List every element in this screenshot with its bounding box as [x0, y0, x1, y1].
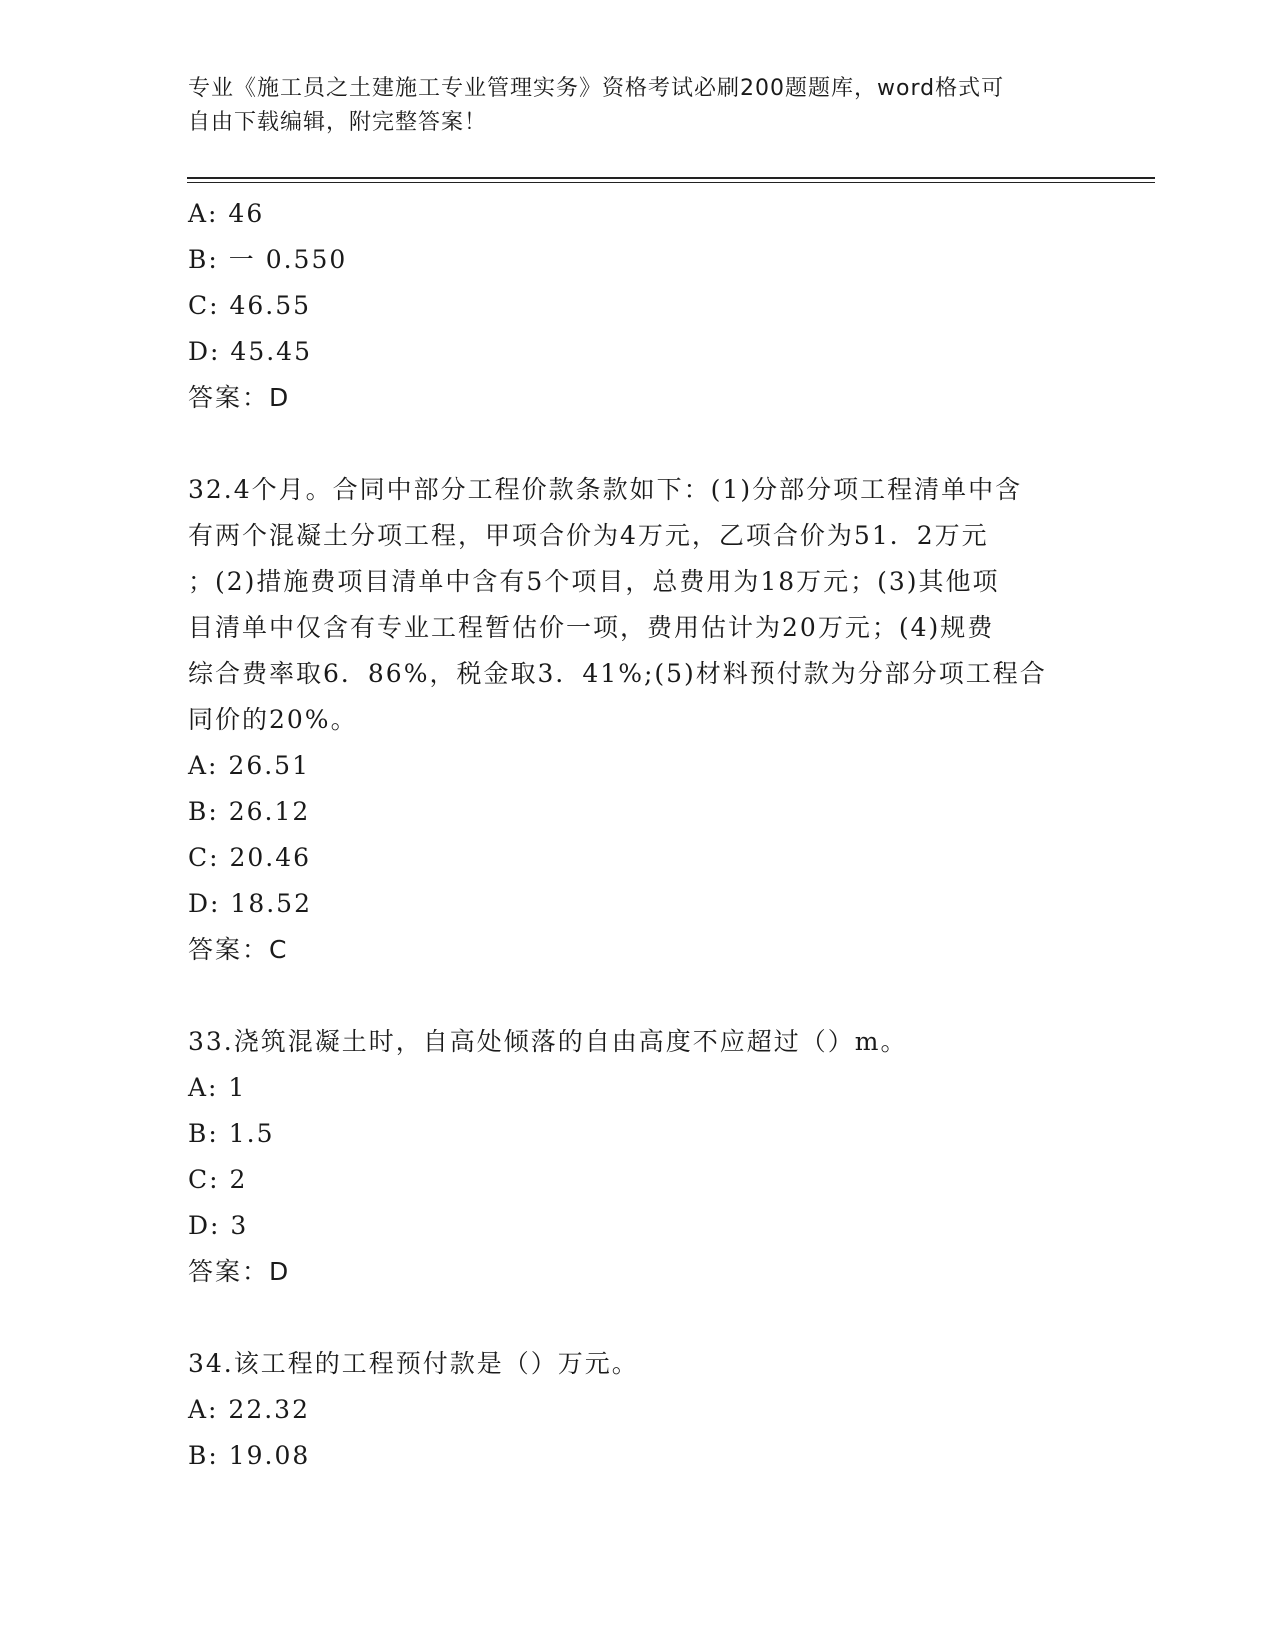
option-d: D: 3 [188, 1211, 249, 1240]
option-a: A: 46 [188, 199, 265, 228]
option-d: D: 18.52 [188, 889, 312, 918]
question-32-text-line-5: 综合费率取6．86%，税金取3．41%;(5)材料预付款为分部分项工程合 [188, 659, 1047, 688]
option-d: D: 45.45 [188, 337, 312, 366]
question-34 [188, 1341, 1088, 1479]
question-33 [188, 1019, 1088, 1295]
option-b: B: 一 0.550 [188, 245, 348, 274]
answer-line: 答案：C [188, 935, 289, 964]
answer-line: 答案：D [188, 383, 291, 412]
option-c: C: 2 [188, 1165, 248, 1194]
option-c: C: 46.55 [188, 291, 312, 320]
option-a: A: 1 [188, 1073, 247, 1102]
question-32-text-line-3: ；(2)措施费项目清单中含有5个项目，总费用为18万元；(3)其他项 [188, 567, 1000, 596]
document-header [188, 72, 1088, 140]
question-32 [188, 467, 1088, 973]
question-list [188, 191, 1088, 1479]
question-32-text-line-2: 有两个混凝土分项工程，甲项合价为4万元，乙项合价为51．2万元 [188, 521, 989, 550]
option-a: A: 22.32 [188, 1395, 310, 1424]
option-b: B: 26.12 [188, 797, 311, 826]
header-line-1: 专业《施工员之土建施工专业管理实务》资格考试必刷200题题库，word格式可 [188, 76, 1005, 101]
header-line-2: 自由下载编辑，附完整答案！ [188, 110, 488, 135]
previous-question-block [188, 191, 1088, 421]
question-33-text: 33.浇筑混凝土时，自高处倾落的自由高度不应超过（）m。 [188, 1027, 908, 1056]
question-32-text-line-1: 32.4个月。合同中部分工程价款条款如下：(1)分部分项工程清单中含 [188, 475, 1023, 504]
question-32-text-line-4: 目清单中仅含有专业工程暂估价一项，费用估计为20万元；(4)规费 [188, 613, 995, 642]
question-34-text: 34.该工程的工程预付款是（）万元。 [188, 1349, 639, 1378]
option-b: B: 1.5 [188, 1119, 275, 1148]
question-32-text-line-6: 同价的20%。 [188, 705, 358, 734]
option-b: B: 19.08 [188, 1441, 311, 1470]
header-divider-thick [187, 177, 1155, 179]
answer-line: 答案：D [188, 1257, 291, 1286]
option-c: C: 20.46 [188, 843, 312, 872]
header-divider-thin [187, 182, 1155, 183]
option-a: A: 26.51 [188, 751, 310, 780]
